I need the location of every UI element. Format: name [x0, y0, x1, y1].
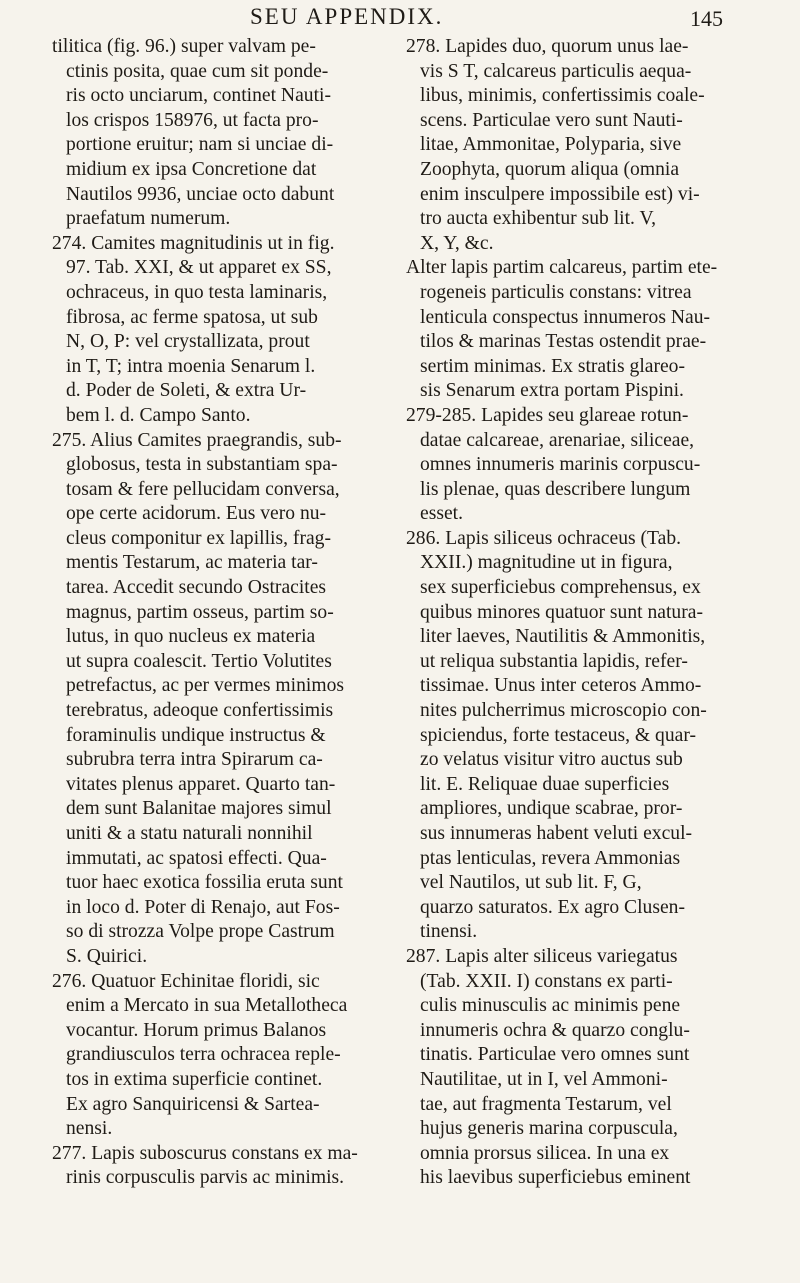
text-line: scens. Particulae vero sunt Nauti-	[420, 109, 683, 131]
text-line: tuor haec exotica fossilia eruta sunt	[66, 872, 343, 894]
text-line: quarzo saturatos. Ex agro Clusen-	[420, 896, 685, 918]
text-line: omnes innumeris marinis corpuscu-	[420, 454, 701, 476]
text-line: d. Poder de Soleti, & extra Ur-	[66, 380, 307, 402]
text-line: midium ex ipsa Concretione dat	[66, 158, 317, 180]
text-line: tos in extima superficie continet.	[66, 1068, 323, 1090]
text-line: Zoophyta, quorum aliqua (omnia	[420, 158, 680, 180]
text-line: fibrosa, ac ferme spatosa, ut sub	[66, 306, 318, 328]
text-line: ochraceus, in quo testa laminaris,	[66, 281, 328, 303]
text-line: enim a Mercato in sua Metallotheca	[66, 995, 348, 1017]
text-line: Nautilos 9936, unciae octo dabunt	[66, 183, 335, 205]
text-line: tinatis. Particulae vero omnes sunt	[420, 1044, 690, 1066]
text-line: vitates plenus apparet. Quarto tan-	[66, 773, 336, 795]
text-line: 277. Lapis suboscurus constans ex ma-	[52, 1142, 358, 1164]
text-line: Ex agro Sanquiricensi & Sartea-	[66, 1093, 320, 1115]
right-column	[406, 35, 746, 1191]
text-line: litae, Ammonitae, Polyparia, sive	[420, 134, 682, 156]
text-line: ut reliqua substantia lapidis, refer-	[420, 650, 688, 672]
text-line: ris octo unciarum, continet Nauti-	[66, 85, 331, 107]
text-line: N, O, P: vel crystallizata, prout	[66, 331, 310, 353]
text-line: los crispos 158976, ut facta pro-	[66, 109, 319, 131]
text-line: globosus, testa in substantiam spa-	[66, 454, 338, 476]
text-line: ptas lenticulas, revera Ammonias	[420, 847, 681, 869]
text-line: Nautilitae, ut in I, vel Ammoni-	[420, 1068, 668, 1090]
text-line: lutus, in quo nucleus ex materia	[66, 626, 316, 648]
text-line: his laevibus superficiebus eminent	[420, 1167, 691, 1189]
text-line: ope certe acidorum. Eus vero nu-	[66, 503, 327, 525]
page-header	[0, 4, 800, 36]
text-line: S. Quirici.	[66, 945, 148, 967]
text-line: sertim minimas. Ex stratis glareo-	[420, 355, 686, 377]
text-line: XXII.) magnitudine ut in figura,	[420, 552, 673, 574]
text-line: rinis corpusculis parvis ac minimis.	[66, 1167, 345, 1189]
text-line: immutati, ac spatosi effecti. Qua-	[66, 847, 327, 869]
text-line: mentis Testarum, ac materia tar-	[66, 552, 318, 574]
text-line: hujus generis marina corpuscula,	[420, 1118, 678, 1140]
text-line: 286. Lapis siliceus ochraceus (Tab.	[406, 527, 682, 549]
text-line: tilos & marinas Testas ostendit prae-	[420, 331, 707, 353]
text-line: nensi.	[66, 1118, 113, 1140]
text-line: 274. Camites magnitudinis ut in fig.	[52, 232, 335, 254]
text-line: culis minusculis ac minimis pene	[420, 995, 681, 1017]
text-line: tae, aut fragmenta Testarum, vel	[420, 1093, 672, 1115]
text-line: sus innumeras habent veluti excul-	[420, 823, 693, 844]
text-line: grandiusculos terra ochracea reple-	[66, 1044, 341, 1066]
text-line: spiciendus, forte testaceus, & quar-	[420, 724, 697, 746]
text-line: in loco d. Poter di Renajo, aut Fos-	[66, 896, 340, 918]
text-line: bem l. d. Campo Santo.	[66, 404, 251, 426]
text-line: quibus minores quatuor sunt natura-	[420, 601, 703, 623]
text-line: 279-285. Lapides seu glareae rotun-	[406, 404, 689, 426]
text-line: portione eruitur; nam si unciae di-	[66, 134, 334, 156]
text-line: rogeneis particulis constans: vitrea	[420, 281, 692, 303]
text-line: tissimae. Unus inter ceteros Ammo-	[420, 675, 702, 697]
left-column	[52, 35, 382, 1191]
text-line: in T, T; intra moenia Senarum l.	[66, 355, 316, 377]
text-line: datae calcareae, arenariae, siliceae,	[420, 429, 695, 451]
text-line: innumeris ochra & quarzo conglu-	[420, 1019, 690, 1041]
text-line: vocantur. Horum primus Balanos	[66, 1019, 327, 1041]
text-line: tilitica (fig. 96.) super valvam pe-	[52, 36, 316, 57]
text-line: zo velatus visitur vitro auctus sub	[420, 749, 683, 771]
text-line: esset.	[420, 503, 463, 525]
text-line: petrefactus, ac per vermes minimos	[66, 675, 345, 697]
text-line: uniti & a statu naturali nonnihil	[66, 823, 313, 844]
text-line: tro aucta exhibentur sub lit. V,	[420, 208, 656, 230]
text-line: (Tab. XXII. I) constans ex parti-	[420, 970, 673, 992]
text-line: sex superficiebus comprehensus, ex	[420, 577, 701, 599]
text-line: cleus componitur ex lapillis, frag-	[66, 527, 331, 549]
text-line: tosam & fere pellucidam conversa,	[66, 478, 340, 500]
text-line: ampliores, undique scabrae, pror-	[420, 798, 683, 820]
text-line: X, Y, &c.	[420, 232, 494, 254]
text-line: lenticula conspectus innumeros Nau-	[420, 306, 711, 328]
text-line: omnia prorsus silicea. In una ex	[420, 1142, 670, 1164]
text-line: magnus, partim osseus, partim so-	[66, 601, 334, 623]
text-line: 278. Lapides duo, quorum unus lae-	[406, 36, 689, 57]
text-line: subrubra terra intra Spirarum ca-	[66, 749, 323, 771]
text-line: libus, minimis, confertissimis coale-	[420, 85, 705, 107]
page-number: 145	[690, 6, 723, 31]
text-line: 276. Quatuor Echinitae floridi, sic	[52, 970, 320, 992]
text-line: enim insculpere impossibile est) vi-	[420, 183, 700, 205]
text-line: terebratus, adeoque confertissimis	[66, 700, 334, 722]
text-line: nites pulcherrimus microscopio con-	[420, 700, 707, 722]
text-line: sis Senarum extra portam Pispini.	[420, 380, 684, 402]
text-line: lit. E. Reliquae duae superficies	[420, 773, 670, 795]
text-line: 275. Alius Camites praegrandis, sub-	[52, 429, 342, 451]
text-line: tinensi.	[420, 921, 478, 943]
text-line: foraminulis undique instructus &	[66, 724, 326, 746]
text-line: vis S T, calcareus particulis aequa-	[420, 60, 692, 82]
text-line: vel Nautilos, ut sub lit. F, G,	[420, 872, 642, 894]
text-line: tarea. Accedit secundo Ostracites	[66, 577, 327, 599]
text-line: praefatum numerum.	[66, 208, 231, 230]
text-line: so di strozza Volpe prope Castrum	[66, 921, 335, 943]
text-line: 97. Tab. XXI, & ut apparet ex SS,	[66, 257, 332, 279]
text-line: 287. Lapis alter siliceus variegatus	[406, 945, 678, 967]
text-line: liter laeves, Nautilitis & Ammonitis,	[420, 626, 706, 648]
text-line: dem sunt Balanitae majores simul	[66, 798, 332, 820]
text-line: ctinis posita, quae cum sit ponde-	[66, 60, 329, 82]
text-line: lis plenae, quas describere lungum	[420, 478, 691, 500]
text-line: ut supra coalescit. Tertio Volutites	[66, 650, 332, 672]
running-head: SEU APPENDIX.	[250, 4, 444, 29]
text-line: Alter lapis partim calcareus, partim ete-	[406, 257, 718, 279]
